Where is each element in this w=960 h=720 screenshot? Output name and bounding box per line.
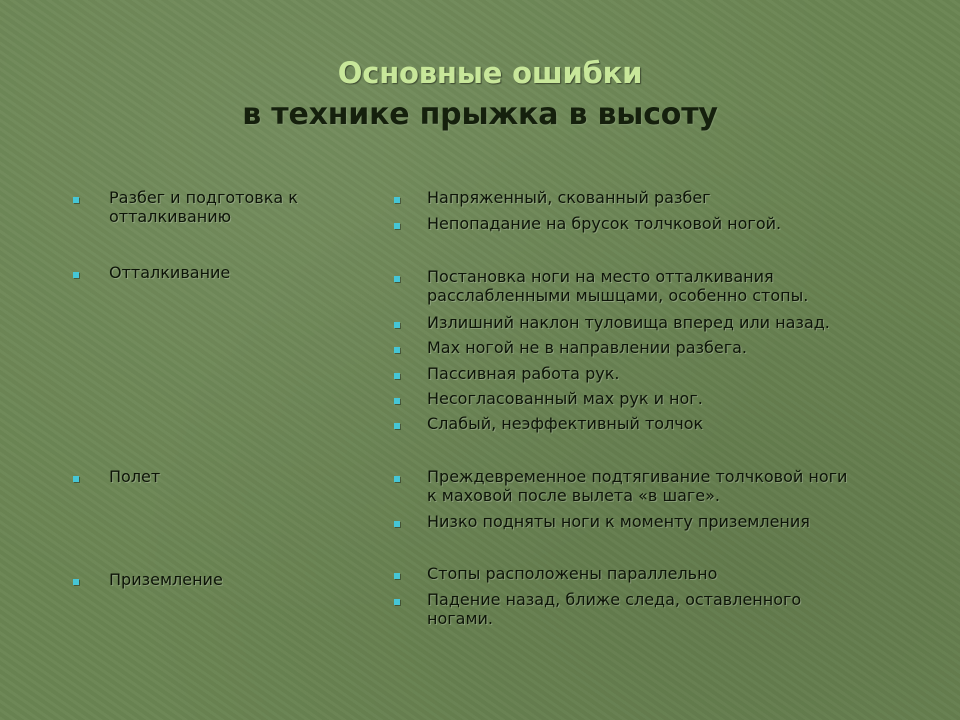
phase-line: Разбег и подготовка к — [109, 188, 298, 207]
bullet-icon — [73, 579, 79, 585]
error-line: Напряженный, скованный разбег — [427, 188, 711, 207]
bullet-icon — [73, 272, 79, 278]
title-line-1: Основные ошибки — [337, 56, 643, 90]
bullet-icon — [394, 276, 400, 282]
bullet-icon — [394, 373, 400, 379]
error-line: ногами. — [427, 609, 494, 628]
bullet-icon — [73, 476, 79, 482]
bullet-icon — [394, 423, 400, 429]
title-line-2: в технике прыжка в высоту — [242, 97, 718, 132]
bullet-icon — [73, 197, 79, 203]
bullet-icon — [394, 322, 400, 328]
bullet-icon — [394, 197, 400, 203]
bullet-icon — [394, 398, 400, 404]
error-line: Преждевременное подтягивание толчковой ноги — [427, 467, 848, 486]
error-line: Падение назад, ближе следа, оставленного — [427, 590, 802, 609]
error-line: Излишний наклон туловища вперед или назад. — [427, 313, 830, 332]
error-line: к маховой после вылета «в шаге». — [427, 486, 721, 505]
error-line: Стопы расположены параллельно — [427, 564, 718, 583]
error-line: Слабый, неэффективный толчок — [427, 414, 704, 433]
bullet-icon — [394, 521, 400, 527]
error-line: расслабленными мышцами, особенно стопы. — [427, 286, 809, 305]
slide-title — [0, 52, 960, 136]
error-line: Низко подняты ноги к моменту приземления — [427, 512, 810, 531]
phase-line: Приземление — [109, 570, 223, 589]
bullet-icon — [394, 573, 400, 579]
phase-line: отталкиванию — [109, 207, 232, 226]
bullet-icon — [394, 599, 400, 605]
error-line: Постановка ноги на место отталкивания — [427, 267, 774, 286]
error-line: Мах ногой не в направлении разбега. — [427, 338, 748, 357]
error-line: Несогласованный мах рук и ног. — [427, 389, 703, 408]
phase-line: Отталкивание — [109, 263, 231, 282]
bullet-icon — [394, 347, 400, 353]
phase-line: Полет — [109, 467, 161, 486]
bullet-icon — [394, 476, 400, 482]
bullet-icon — [394, 223, 400, 229]
error-line: Пассивная работа рук. — [427, 364, 620, 383]
error-line: Непопадание на брусок толчковой ногой. — [427, 214, 782, 233]
